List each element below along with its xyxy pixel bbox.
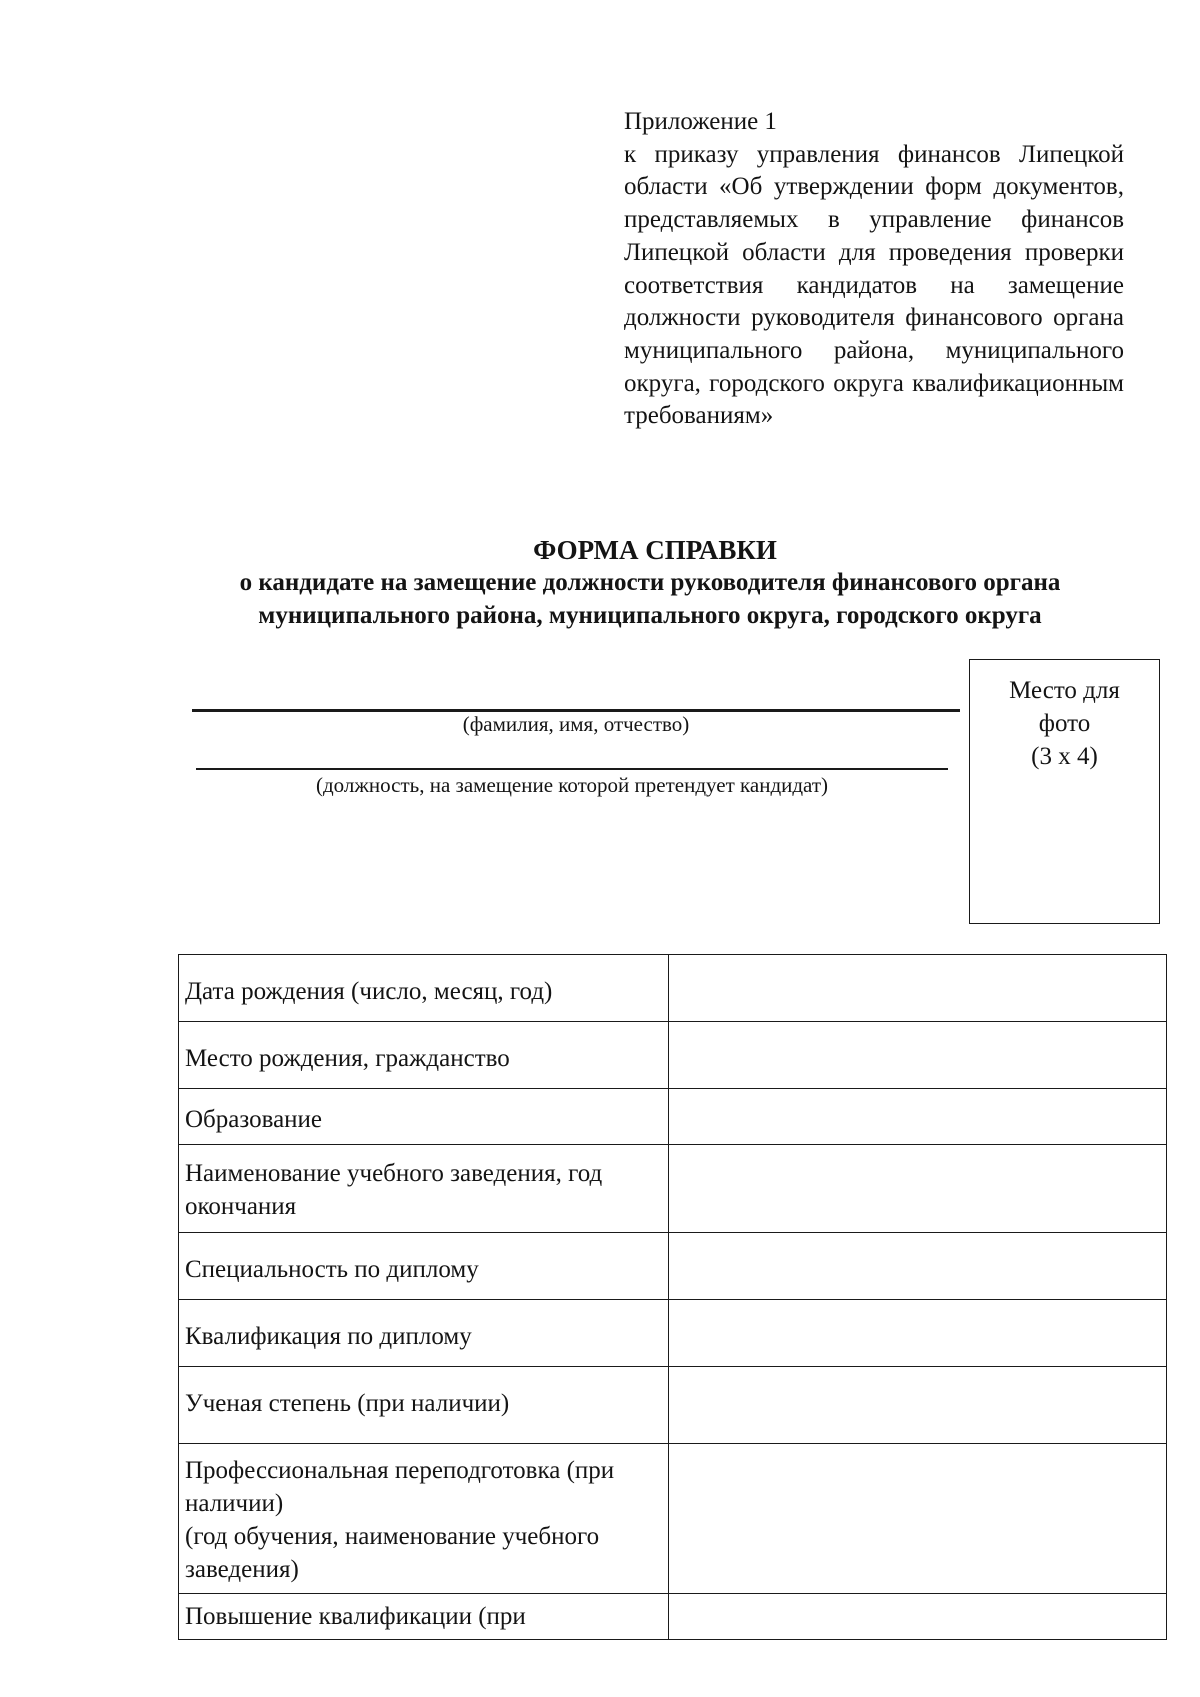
photo-label-line2: фото xyxy=(1038,710,1091,737)
row-label: Место рождения, гражданство xyxy=(179,1022,669,1089)
position-field-caption: (должность, на замещение которой претендует кандидат) xyxy=(316,773,828,797)
table-row xyxy=(179,1367,1167,1444)
table-row xyxy=(179,1233,1167,1300)
row-value-cell[interactable] xyxy=(669,1022,1167,1089)
position-field-line[interactable] xyxy=(196,768,948,770)
row-value-cell[interactable] xyxy=(669,1233,1167,1300)
table-row xyxy=(179,1022,1167,1089)
row-value-cell[interactable] xyxy=(669,955,1167,1022)
row-label: Квалификация по диплому xyxy=(179,1300,669,1367)
row-value-cell[interactable] xyxy=(669,1444,1167,1594)
candidate-info-table xyxy=(178,954,1167,1640)
table-row xyxy=(179,1444,1167,1594)
photo-label-line1: Место для xyxy=(1009,677,1120,704)
form-subtitle: о кандидате на замещение должности руководителя финансового органа муниципального района, муниципального округа, городского округа xyxy=(239,569,1061,629)
appendix-title: Приложение 1 xyxy=(624,108,777,135)
name-field-caption: (фамилия, имя, отчество) xyxy=(462,712,690,736)
appendix-block xyxy=(624,106,1124,433)
row-value-cell[interactable] xyxy=(669,1089,1167,1145)
row-value-cell[interactable] xyxy=(669,1300,1167,1367)
table-row xyxy=(179,1594,1167,1640)
appendix-text: к приказу управления финансов Липецкой области «Об утверждении форм документов, представляемых в управление финансов Липецкой области для проведения проверки соответствия кандидатов на замещение должности руководителя финансового органа муниципального района, муниципального округа, городского округа квалификационным требованиям» xyxy=(624,140,1124,430)
row-label: Образование xyxy=(179,1089,669,1145)
row-label: Ученая степень (при наличии) xyxy=(179,1367,669,1444)
table-row xyxy=(179,1145,1167,1233)
row-value-cell[interactable] xyxy=(669,1145,1167,1233)
photo-label-line3: (3 х 4) xyxy=(1031,743,1098,770)
row-label: Дата рождения (число, месяц, год) xyxy=(179,955,669,1022)
row-label: Наименование учебного заведения, год окончания xyxy=(179,1145,669,1233)
row-label: Профессиональная переподготовка (при наличии) (год обучения, наименование учебного заведения) xyxy=(179,1444,669,1594)
table-row xyxy=(179,955,1167,1022)
row-label: Специальность по диплому xyxy=(179,1233,669,1300)
row-value-cell[interactable] xyxy=(669,1594,1167,1640)
row-value-cell[interactable] xyxy=(669,1367,1167,1444)
photo-placeholder xyxy=(969,659,1160,924)
row-label: Повышение квалификации (при xyxy=(179,1594,669,1640)
form-title: ФОРМА СПРАВКИ xyxy=(533,535,777,565)
table-row xyxy=(179,1089,1167,1145)
table-row xyxy=(179,1300,1167,1367)
